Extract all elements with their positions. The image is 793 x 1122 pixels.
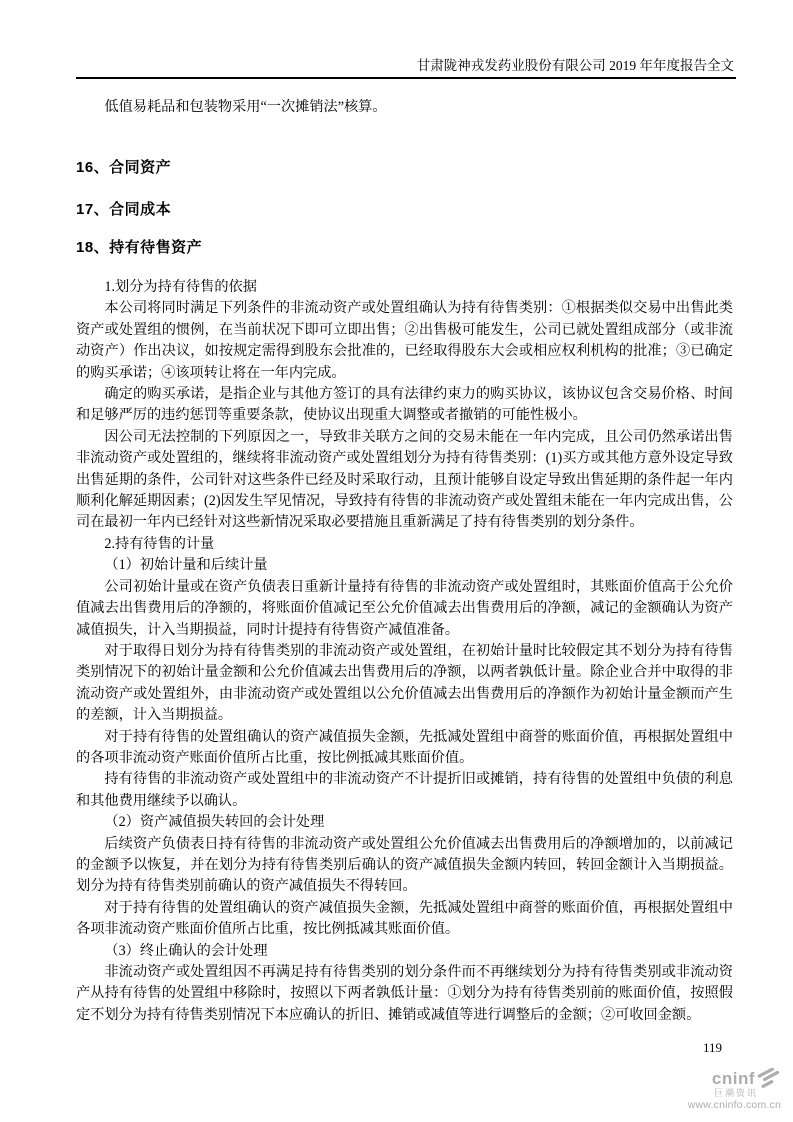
paragraph: 因公司无法控制的下列原因之一，导致非关联方之间的交易未能在一年内完成，且公司仍然承诺出售非流动资产或处置组的，继续将非流动资产或处置组划分为持有待售类别：(1)买方或其他方意外设定导致出售延期的条件，公司针对这些条件已经及时采取行动，且预计能够自设定导致出售延期的条件起一年内顺利化解延期因素；(2)因发生罕见情况，导致持有待售的非流动资产或处置组未能在一年内完成出售，公司在最初一年内已经针对这些新情况采取必要措施且重新满足了持有待售类别的划分条件。: [76, 428, 733, 531]
paragraph: 对于持有待售的处置组确认的资产减值损失金额，先抵减处置组中商誉的账面价值，再根据处置组中各项非流动资产账面价值所占比重，按比例抵减其账面价值。: [76, 899, 733, 938]
page-number: 119: [702, 1040, 722, 1055]
cninfo-brand-text: cninf: [711, 1068, 755, 1088]
section-heading-16-contract-assets: 16、合同资产: [76, 159, 172, 176]
section-18-body: [76, 277, 733, 1026]
paragraph-subheading: 1.划分为持有待售的依据: [104, 279, 257, 295]
paragraph: 对于取得日划分为持有待售类别的非流动资产或处置组，在初始计量时比较假定其不划分为持有待售类别情况下的初始计量金额和公允价值减去出售费用后的净额，以两者孰低计量。除企业合并中取得的非流动资产或处置组外，由非流动资产或处置组以公允价值减去出售费用后的净额作为初始计量金额而产生的差额，计入当期损益。: [76, 642, 733, 724]
paragraph: 持有待售的非流动资产或处置组中的非流动资产不计提折旧或摊销，持有待售的处置组中负债的利息和其他费用继续予以确认。: [76, 771, 733, 809]
paragraph: 非流动资产或处置组因不再满足持有待售类别的划分条件而不再继续划分为持有待售类别或非流动资产从持有待售的处置组中移除时，按照以下两者孰低计量：①划分为持有待售类别前的账面价值，按照假定不划分为持有待售类别情况下本应确认的折旧、摊销或减值等进行调整后的金额；②可收回金额。: [76, 964, 733, 1023]
paragraph: 对于持有待售的处置组确认的资产减值损失金额，先抵减处置组中商誉的账面价值，再根据处置组中的各项非流动资产账面价值所占比重，按比例抵减其账面价值。: [76, 728, 733, 766]
cninfo-brand-chinese: 巨潮资讯: [713, 1088, 758, 1098]
paragraph-subheading: （3）终止确认的会计处理: [104, 942, 268, 959]
paragraph: 本公司将同时满足下列条件的非流动资产或处置组确认为持有待售类别：①根据类似交易中出售此类资产或处置组的惯例，在当前状况下即可立即出售；②出售极可能发生，公司已就处置组成部分（或非流动资产）作出决议，如按规定需得到股东会批准的，已经取得股东大会或相应权利机构的批准；③已确定的购买承诺；④该项转让将在一年内完成。: [76, 300, 733, 381]
paragraph-subheading: 2.持有待售的计量: [104, 535, 215, 552]
paragraph-subheading: （1）初始计量和后续计量: [104, 557, 268, 574]
header-divider: [76, 77, 736, 79]
section-heading-17-contract-costs: 17、合同成本: [76, 201, 172, 218]
section-heading-18-held-for-sale-assets: 18、持有待售资产: [76, 239, 203, 256]
cninfo-website: www.cninfo.com.cn: [687, 1099, 781, 1111]
paragraph: 公司初始计量或在资产负债表日重新计量持有待售的非流动资产或处置组时，其账面价值高于公允价值减去出售费用后的净额的，将账面价值减记至公允价值减去出售费用后的净额，减记的金额确认为资产减值损失，计入当期损益，同时计提持有待售资产减值准备。: [76, 578, 733, 638]
cninfo-swirl-icon: [757, 1068, 781, 1089]
paragraph: 后续资产负债表日持有待售的非流动资产或处置组公允价值减去出售费用后的净额增加的，以前减记的金额予以恢复，并在划分为持有待售类别后确认的资产减值损失金额内转回，转回金额计入当期损益。划分为持有待售类别前确认的资产减值损失不得转回。: [76, 835, 733, 895]
cninfo-logo-row: [661, 1068, 781, 1089]
paragraph: 确定的购买承诺，是指企业与其他方签订的具有法律约束力的购买协议，该协议包含交易价格、时间和足够严厉的违约惩罚等重要条款，使协议出现重大调整或者撤销的可能性极小。: [76, 386, 733, 424]
paragraph-subheading: （2）资产减值损失转回的会计处理: [104, 814, 325, 831]
page-header: [76, 57, 734, 75]
cninfo-logo: [661, 1068, 781, 1111]
intro-paragraph: 低值易耗品和包装物采用“一次摊销法”核算。: [104, 99, 387, 115]
header-title: 甘肃陇神戎发药业股份有限公司 2019 年年度报告全文: [416, 58, 734, 73]
